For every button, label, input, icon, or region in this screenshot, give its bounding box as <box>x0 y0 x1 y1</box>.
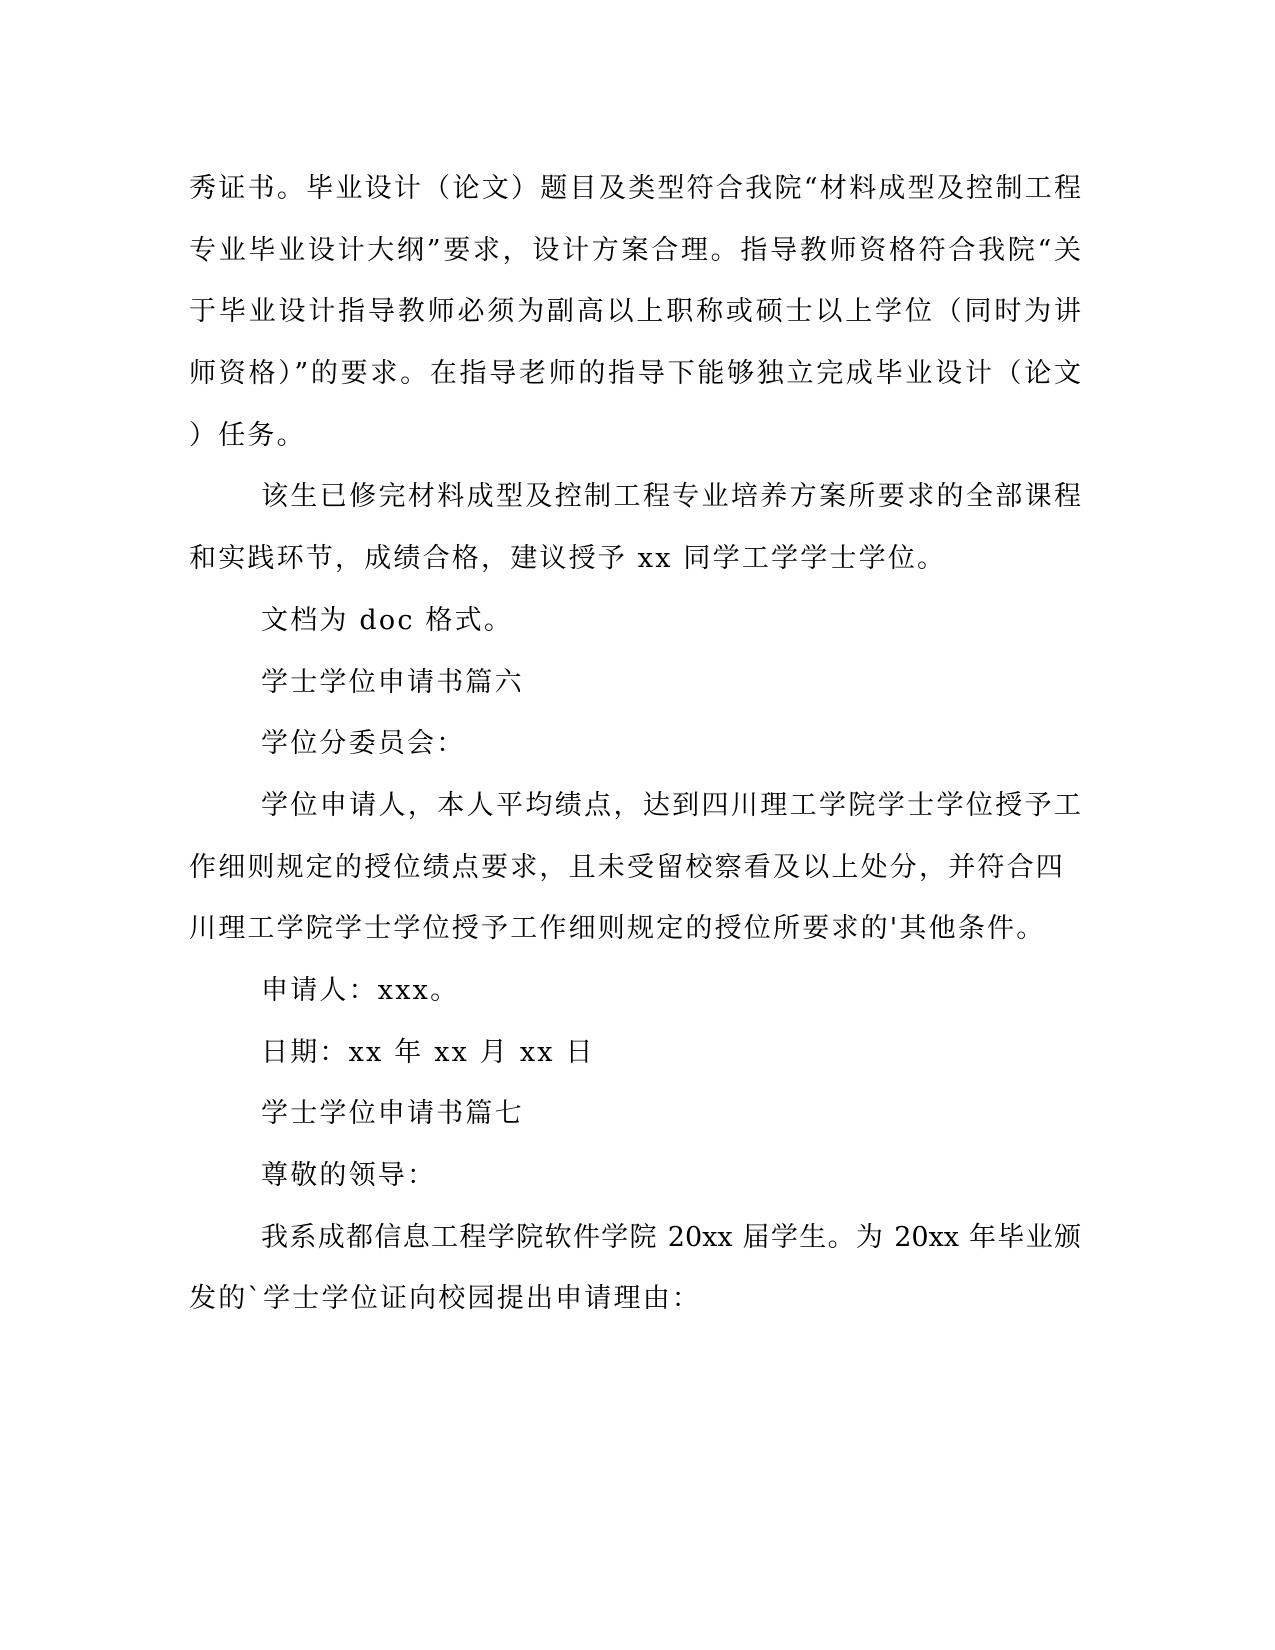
paragraph-line: 和实践环节，成绩合格，建议授予 xx 同学工学学士学位。 <box>189 543 947 575</box>
paragraph-line: 师资格）”的要求。在指导老师的指导下能够独立完成毕业设计（论文 <box>189 358 1081 390</box>
salutation: 学位分委员会： <box>261 728 466 760</box>
paragraph-line: 文档为 doc 格式。 <box>261 604 514 636</box>
paragraph-line: 专业毕业设计大纲”要求，设计方案合理。指导教师资格符合我院“关 <box>189 234 1081 266</box>
paragraph-line: 我系成都信息工程学院软件学院 20xx 届学生。为 20xx 年毕业颁 <box>261 1221 1081 1253</box>
paragraph-line: 作细则规定的授位绩点要求，且未受留校察看及以上处分，并符合四 <box>189 851 1065 883</box>
document-body <box>189 158 1081 1330</box>
section-heading: 学士学位申请书篇七 <box>261 1098 524 1130</box>
applicant-line: 申请人：xxx。 <box>261 974 460 1006</box>
paragraph-line: 发的`学士学位证向校园提出申请理由： <box>189 1283 702 1315</box>
paragraph-line: 该生已修完材料成型及控制工程专业培养方案所要求的全部课程 <box>261 481 1081 513</box>
paragraph-line: ）任务。 <box>189 419 306 451</box>
salutation: 尊敬的领导： <box>261 1160 437 1191</box>
date-line: 日期：xx 年 xx 月 xx 日 <box>261 1036 595 1068</box>
paragraph-line: 学位申请人，本人平均绩点，达到四川理工学院学士学位授予工 <box>261 789 1081 821</box>
paragraph-line: 秀证书。毕业设计（论文）题目及类型符合我院“材料成型及控制工程 <box>189 173 1081 204</box>
section-heading: 学士学位申请书篇六 <box>261 666 524 698</box>
paragraph-line: 于毕业设计指导教师必须为副高以上职称或硕士以上学位（同时为讲 <box>189 296 1081 328</box>
paragraph-line: 川理工学院学士学位授予工作细则规定的授位所要求的'其他条件。 <box>189 913 1046 945</box>
